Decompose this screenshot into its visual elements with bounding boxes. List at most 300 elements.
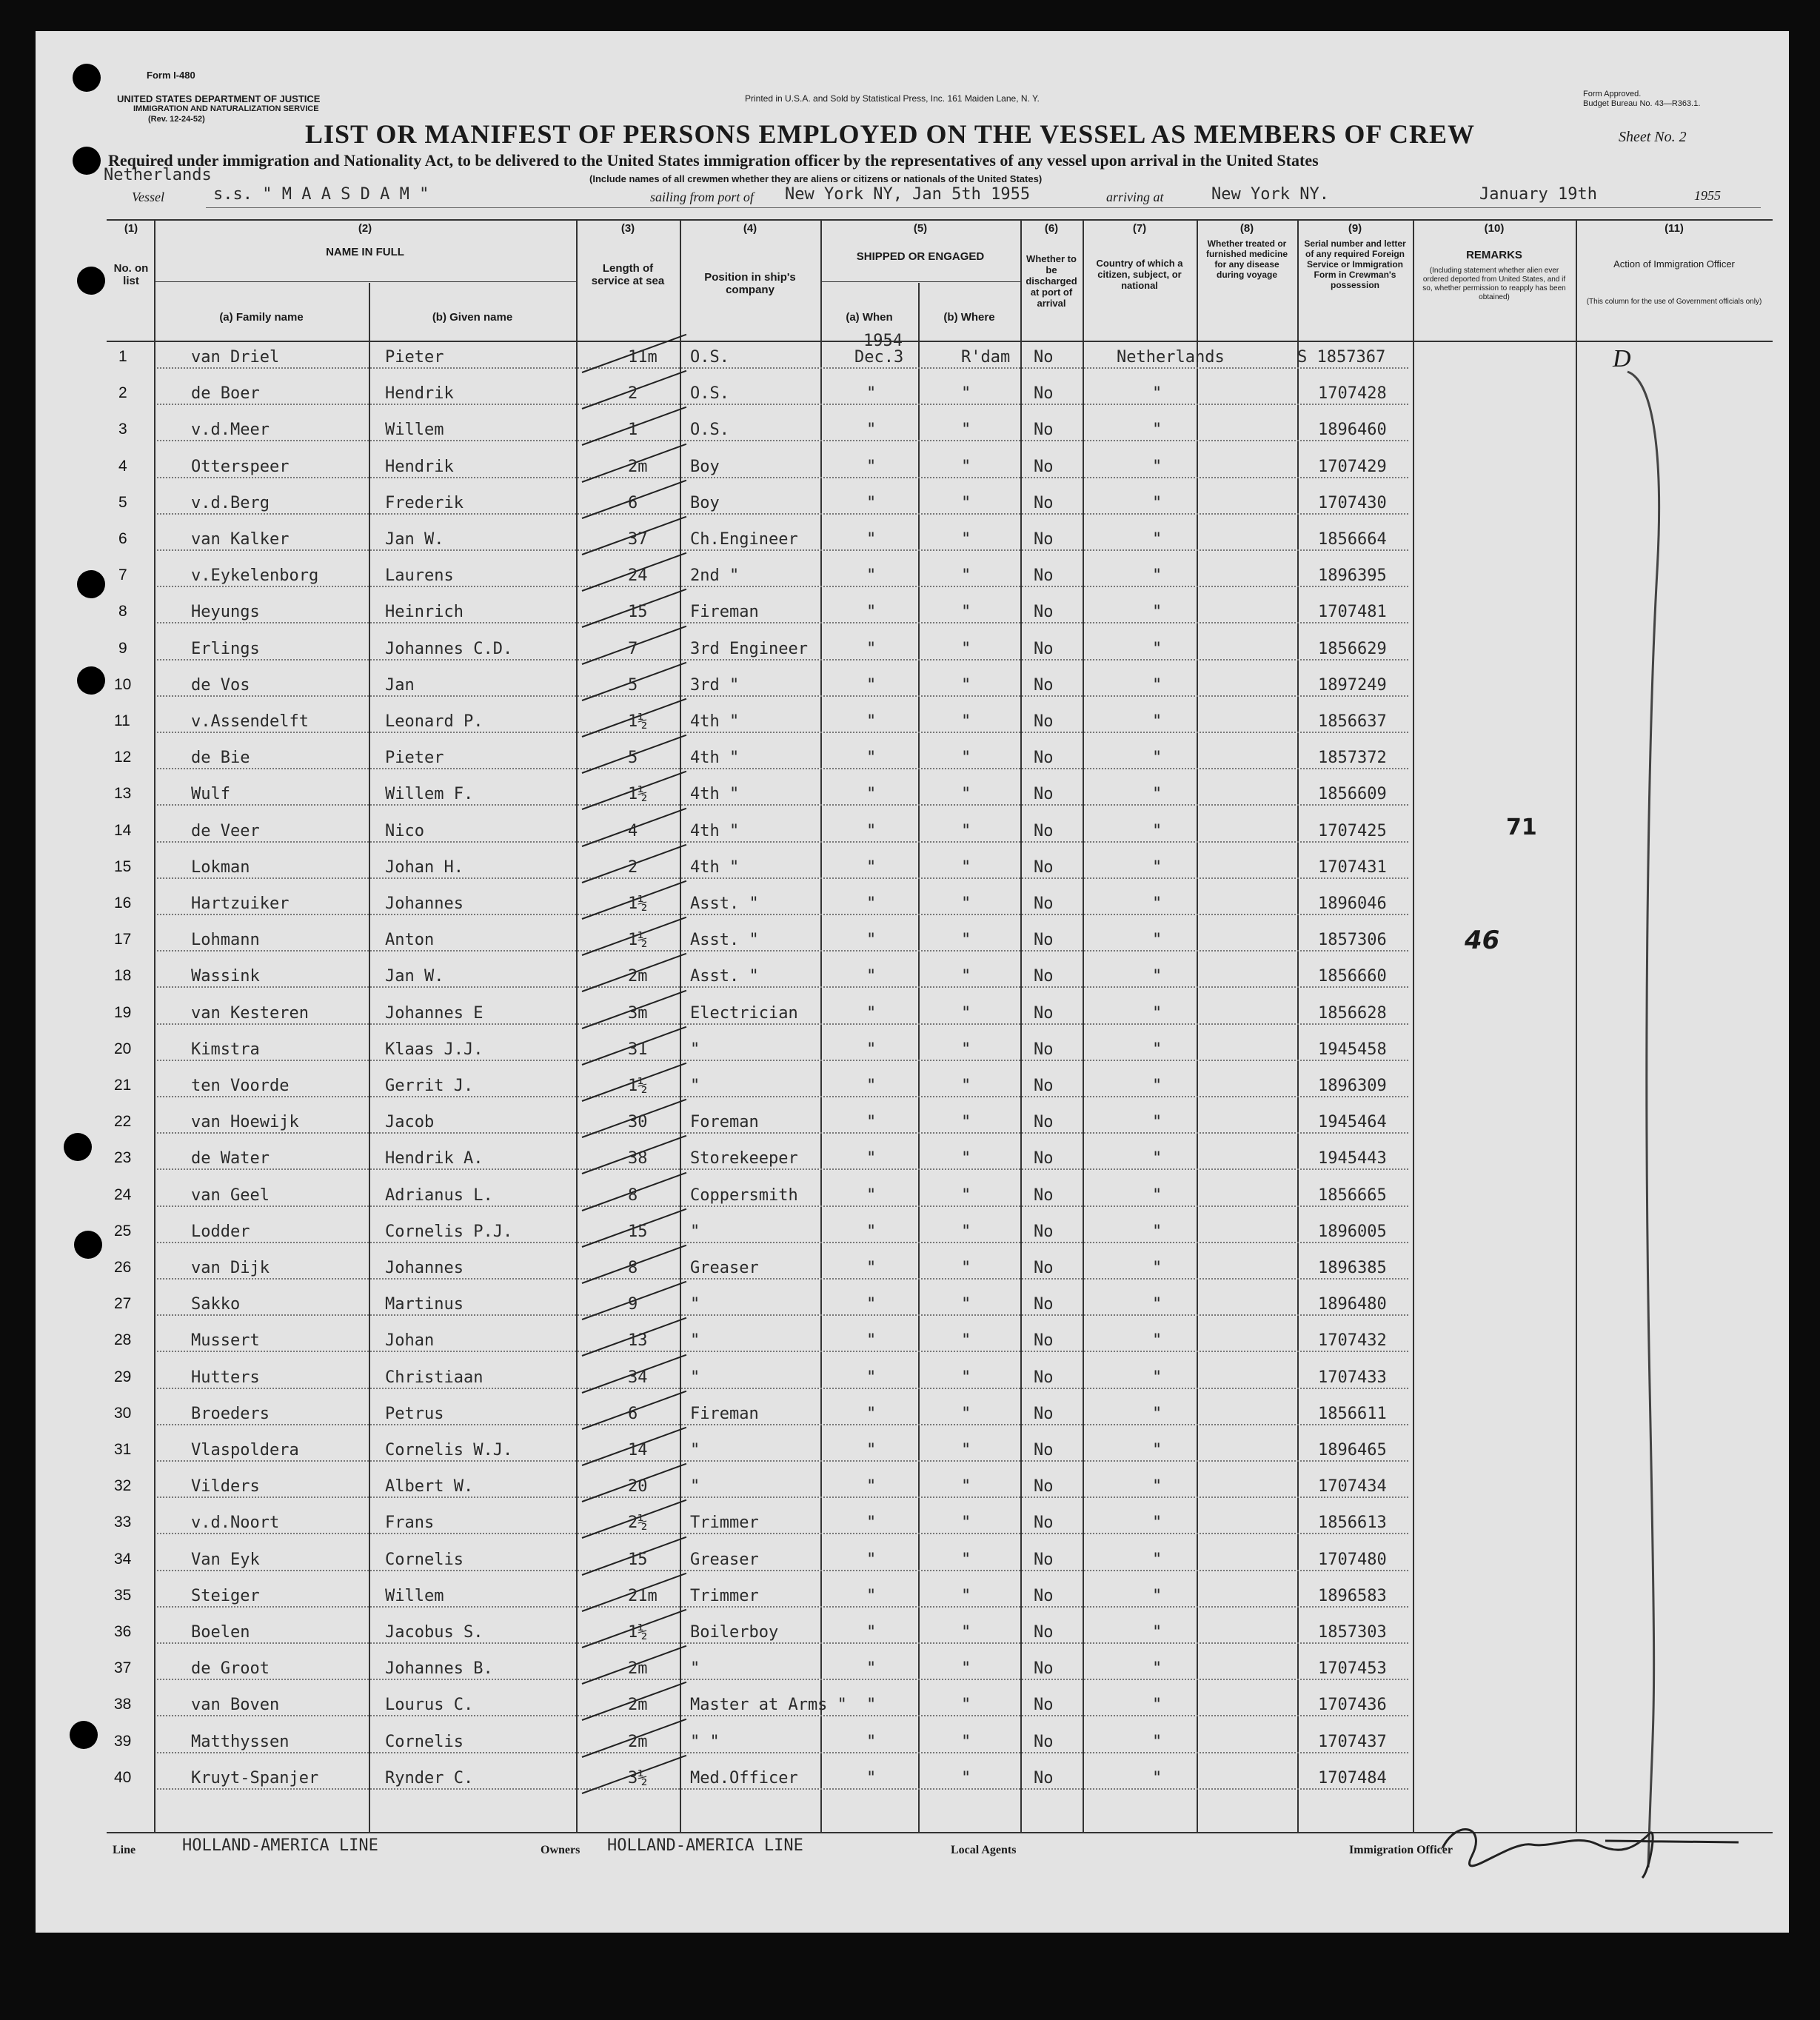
row-guide-line	[157, 1752, 1408, 1753]
discharged: No	[1034, 1040, 1054, 1059]
col-country: Country of which a citizen, subject, or national	[1096, 258, 1183, 291]
vessel-label: Vessel	[132, 190, 164, 204]
given-name: Martinus	[385, 1295, 464, 1314]
given-name: Hendrik A.	[385, 1149, 484, 1168]
given-name: Johannes	[385, 894, 464, 913]
row-number: 30	[114, 1404, 132, 1422]
family-name: van Driel	[191, 348, 280, 367]
discharged: No	[1034, 821, 1054, 840]
shipped-when: "	[866, 785, 877, 804]
shipped-when: "	[866, 384, 877, 404]
table-row	[36, 455, 1739, 492]
row-guide-line	[157, 477, 1408, 478]
shipped-when: "	[866, 931, 877, 950]
table-row	[36, 1474, 1739, 1511]
row-number: 19	[114, 1003, 132, 1021]
shipped-where: "	[961, 1149, 971, 1168]
given-name: Johan H.	[385, 857, 464, 877]
shipped-when: "	[866, 1659, 877, 1679]
discharged: No	[1034, 566, 1054, 586]
shipped-when: "	[866, 894, 877, 913]
service-length: 4	[628, 821, 638, 840]
shipped-where: "	[961, 1003, 971, 1023]
discharged: No	[1034, 1586, 1054, 1605]
table-row	[36, 1292, 1739, 1329]
service-length: 1½	[628, 712, 648, 731]
owners-label: Owners	[541, 1844, 581, 1856]
shipped-where: "	[961, 1550, 971, 1569]
service-length: 1½	[628, 785, 648, 804]
position: "	[690, 1477, 700, 1496]
service-name: IMMIGRATION AND NATURALIZATION SERVICE	[133, 104, 319, 113]
row-guide-line	[157, 1096, 1408, 1097]
discharged: No	[1034, 894, 1054, 913]
serial-number: 1707437	[1318, 1732, 1387, 1751]
position: 4th "	[690, 821, 740, 840]
family-name: Kimstra	[191, 1040, 260, 1059]
row-number: 15	[114, 857, 132, 875]
service-length: 20	[628, 1477, 648, 1496]
service-length: 3½	[628, 1768, 648, 1787]
discharged: No	[1034, 1514, 1054, 1533]
shipped-where: "	[961, 384, 971, 404]
family-name: Hutters	[191, 1368, 260, 1387]
discharged: No	[1034, 675, 1054, 695]
shipped-where: "	[961, 749, 971, 768]
table-top-border	[107, 219, 1773, 221]
row-number: 23	[114, 1149, 132, 1167]
given-name: Johannes	[385, 1259, 464, 1277]
row-number: 20	[114, 1040, 132, 1057]
col-treated: Whether treated or furnished medicine for any disease during voyage	[1205, 238, 1288, 280]
row-guide-line	[157, 1533, 1408, 1534]
row-guide-line	[157, 1132, 1408, 1134]
position: "	[690, 1368, 700, 1387]
family-name: Steiger	[191, 1586, 260, 1605]
handwritten-mark: 71	[1506, 815, 1537, 840]
table-row	[36, 1402, 1739, 1439]
agents-label: Local Agents	[951, 1844, 1017, 1856]
row-number: 39	[114, 1732, 132, 1750]
table-row	[36, 1074, 1739, 1111]
discharged: No	[1034, 348, 1054, 367]
serial-number: 1856629	[1318, 639, 1387, 658]
service-length: 30	[628, 1113, 648, 1132]
row-guide-line	[157, 1424, 1408, 1425]
table-row	[36, 1730, 1739, 1767]
country: "	[1152, 1222, 1162, 1241]
shipped-when: "	[866, 1514, 877, 1533]
serial-number: 1856664	[1318, 530, 1387, 549]
given-name: Pieter	[385, 749, 444, 768]
serial-number: 1707484	[1318, 1768, 1387, 1787]
shipped-when: "	[866, 1768, 877, 1787]
handwritten-mark: 46	[1465, 926, 1500, 955]
shipped-where: "	[961, 1659, 971, 1679]
officer-signature	[1428, 1804, 1753, 1885]
department-name: UNITED STATES DEPARTMENT OF JUSTICE	[117, 93, 321, 104]
service-length: 1	[628, 421, 638, 440]
officer-label: Immigration Officer	[1349, 1844, 1453, 1856]
serial-number: 1856613	[1318, 1514, 1387, 1533]
position: Greaser	[690, 1550, 759, 1569]
arriving-port: New York NY.	[1211, 185, 1329, 204]
row-guide-line	[157, 732, 1408, 733]
given-name: Cornelis	[385, 1732, 464, 1751]
given-name: Laurens	[385, 566, 454, 586]
family-name: v.d.Meer	[191, 421, 270, 440]
serial-number: 1707453	[1318, 1659, 1387, 1679]
discharged: No	[1034, 1222, 1054, 1241]
punch-hole	[73, 147, 101, 175]
family-name: Vilders	[191, 1477, 260, 1496]
family-name: Erlings	[191, 639, 260, 658]
punch-hole	[73, 64, 101, 92]
country: "	[1152, 384, 1162, 404]
country: "	[1152, 1696, 1162, 1715]
shipped-where: "	[961, 821, 971, 840]
row-number: 6	[118, 530, 127, 547]
name-subdivider	[154, 281, 576, 282]
row-guide-line	[157, 1715, 1408, 1716]
shipped-where: "	[961, 1768, 971, 1787]
table-row	[36, 1110, 1739, 1147]
country: "	[1152, 857, 1162, 877]
family-name: Wulf	[191, 785, 230, 804]
table-row	[36, 1037, 1739, 1074]
given-name: Lourus C.	[385, 1696, 474, 1715]
shipped-where: "	[961, 967, 971, 986]
shipped-when: "	[866, 1113, 877, 1132]
row-guide-line	[157, 1060, 1408, 1061]
service-length: 14	[628, 1441, 648, 1459]
row-guide-line	[157, 404, 1408, 405]
service-length: 8	[628, 1259, 638, 1277]
service-length: 6	[628, 1404, 638, 1423]
family-name: van Geel	[191, 1185, 270, 1205]
position: O.S.	[690, 348, 729, 367]
owners-value: HOLLAND-AMERICA LINE	[607, 1836, 803, 1855]
table-row	[36, 673, 1739, 710]
shipped-where: "	[961, 493, 971, 512]
serial-number: 1896465	[1318, 1441, 1387, 1459]
header-bottom-border	[107, 341, 1773, 342]
row-number: 21	[114, 1077, 132, 1094]
position: O.S.	[690, 384, 729, 404]
table-row	[36, 563, 1739, 601]
discharged: No	[1034, 1768, 1054, 1787]
discharged: No	[1034, 384, 1054, 404]
service-length: 5	[628, 675, 638, 695]
shipped-where: "	[961, 857, 971, 877]
family-name: Van Eyk	[191, 1550, 260, 1569]
table-row	[36, 709, 1739, 746]
shipped-when: "	[866, 493, 877, 512]
col8-number: (8)	[1239, 222, 1254, 235]
form-approved: Form Approved.	[1583, 90, 1642, 98]
discharged: No	[1034, 749, 1054, 768]
given-name: Gerrit J.	[385, 1077, 474, 1095]
country: "	[1152, 530, 1162, 549]
col5-number: (5)	[913, 222, 928, 235]
family-name: van Dijk	[191, 1259, 270, 1277]
line-value: HOLLAND-AMERICA LINE	[182, 1836, 378, 1855]
shipped-where: "	[961, 1259, 971, 1277]
row-guide-line	[157, 986, 1408, 988]
country: "	[1152, 712, 1162, 731]
shipped-where: "	[961, 1732, 971, 1751]
row-number: 16	[114, 894, 132, 912]
position: O.S.	[690, 421, 729, 440]
shipped-when: "	[866, 530, 877, 549]
family-name: Heyungs	[191, 603, 260, 622]
shipped-when: Dec.3	[854, 348, 904, 367]
row-number: 37	[114, 1659, 132, 1677]
row-number: 12	[114, 749, 132, 766]
family-name: de Veer	[191, 821, 260, 840]
given-name: Adrianus L.	[385, 1185, 493, 1205]
position: "	[690, 1040, 700, 1059]
serial-number: 1857303	[1318, 1623, 1387, 1642]
given-name: Jan W.	[385, 530, 444, 549]
given-name: Johan	[385, 1331, 435, 1351]
country: "	[1152, 1113, 1162, 1132]
row-number: 2	[118, 384, 127, 402]
serial-number: 1707481	[1318, 603, 1387, 622]
service-length: 2m	[628, 457, 648, 476]
family-name: Boelen	[191, 1623, 250, 1642]
shipped-when: "	[866, 1077, 877, 1095]
service-length: 2m	[628, 1696, 648, 1715]
row-guide-line	[157, 622, 1408, 623]
row-number: 22	[114, 1113, 132, 1131]
position: "	[690, 1295, 700, 1314]
discharged: No	[1034, 1696, 1054, 1715]
shipped-where: "	[961, 1222, 971, 1241]
vessel-name: s.s. " M A A S D A M "	[213, 185, 429, 204]
discharged: No	[1034, 931, 1054, 950]
position: "	[690, 1659, 700, 1679]
col-action: Action of Immigration Officer	[1613, 258, 1735, 270]
shipped-where: "	[961, 785, 971, 804]
punch-hole	[77, 267, 105, 295]
remarks-note: (Including statement whether alien ever ordered deported from United States, and if so, whether permission to reapply has been obtained)	[1422, 267, 1566, 301]
table-row	[36, 1001, 1739, 1038]
row-number: 18	[114, 967, 132, 985]
service-length: 37	[628, 530, 648, 549]
service-length: 1½	[628, 931, 648, 950]
serial-number: 1856628	[1318, 1003, 1387, 1023]
serial-number: 1896480	[1318, 1295, 1387, 1314]
col-length-of-service: Length of service at sea	[591, 262, 665, 287]
position: 4th "	[690, 857, 740, 877]
serial-number: 1707432	[1318, 1331, 1387, 1351]
country: "	[1152, 1768, 1162, 1787]
position: Asst. "	[690, 931, 759, 950]
include-note: (Include names of all crewmen whether they are aliens or citizens or nationals of the United States)	[589, 173, 1043, 184]
shipped-when: "	[866, 857, 877, 877]
position: Asst. "	[690, 967, 759, 986]
serial-number: 1945458	[1318, 1040, 1387, 1059]
family-name: de Bie	[191, 749, 250, 768]
service-length: 7	[628, 639, 638, 658]
row-guide-line	[157, 1023, 1408, 1025]
family-name: de Groot	[191, 1659, 270, 1679]
position: Storekeeper	[690, 1149, 798, 1168]
country: "	[1152, 931, 1162, 950]
shipped-where: "	[961, 457, 971, 476]
shipped-where: "	[961, 1514, 971, 1533]
row-guide-line	[157, 914, 1408, 915]
row-guide-line	[157, 1496, 1408, 1498]
table-row	[36, 1146, 1739, 1183]
discharged: No	[1034, 785, 1054, 804]
service-length: 5	[628, 749, 638, 768]
discharged: No	[1034, 1295, 1054, 1314]
discharged: No	[1034, 967, 1054, 986]
service-length: 13	[628, 1331, 648, 1351]
given-name: Cornelis	[385, 1550, 464, 1569]
table-row	[36, 1511, 1739, 1548]
col9-number: (9)	[1348, 222, 1362, 235]
discharged: No	[1034, 1732, 1054, 1751]
revision-date: (Rev. 12-24-52)	[148, 115, 205, 124]
service-length: 3m	[628, 1003, 648, 1023]
sailing-port: New York NY, Jan 5th 1955	[785, 185, 1031, 204]
table-row	[36, 1256, 1739, 1293]
country: "	[1152, 493, 1162, 512]
given-name: Willem F.	[385, 785, 474, 804]
table-row	[36, 1438, 1739, 1475]
row-number: 31	[114, 1441, 132, 1458]
shipped-when: "	[866, 1185, 877, 1205]
position: Coppersmith	[690, 1185, 798, 1205]
family-name: Vlaspoldera	[191, 1441, 299, 1459]
serial-number: 1707434	[1318, 1477, 1387, 1496]
shipped-where: "	[961, 1696, 971, 1715]
shipped-where: "	[961, 1404, 971, 1423]
shipped-when: "	[866, 1732, 877, 1751]
serial-number: 1707433	[1318, 1368, 1387, 1387]
given-name: Jacobus S.	[385, 1623, 484, 1642]
service-length: 2	[628, 857, 638, 877]
shipped-when: "	[866, 1331, 877, 1351]
row-guide-line	[157, 877, 1408, 879]
family-name: Kruyt-Spanjer	[191, 1768, 319, 1787]
given-name: Hendrik	[385, 457, 454, 476]
discharged: No	[1034, 1259, 1054, 1277]
table-row	[36, 964, 1739, 1001]
country: "	[1152, 1550, 1162, 1569]
country: "	[1152, 1623, 1162, 1642]
serial-number: 1896046	[1318, 894, 1387, 913]
family-name: van Kalker	[191, 530, 290, 549]
table-row	[36, 855, 1739, 892]
country: "	[1152, 1295, 1162, 1314]
row-guide-line	[157, 1606, 1408, 1608]
discharged: No	[1034, 1113, 1054, 1132]
serial-number: 1896005	[1318, 1222, 1387, 1241]
discharged: No	[1034, 1003, 1054, 1023]
family-name: van Kesteren	[191, 1003, 309, 1023]
shipped-when: "	[866, 1222, 877, 1241]
table-row	[36, 491, 1739, 528]
position: Med.Officer	[690, 1768, 798, 1787]
arriving-label: arriving at	[1106, 190, 1164, 204]
row-guide-line	[157, 950, 1408, 952]
row-guide-line	[157, 659, 1408, 660]
family-name: Mussert	[191, 1331, 260, 1351]
shipped-when: "	[866, 1441, 877, 1459]
serial-number: S 1857367	[1297, 348, 1386, 367]
table-row	[36, 1693, 1739, 1730]
col1-number: (1)	[124, 222, 138, 235]
family-name: van Hoewijk	[191, 1113, 299, 1132]
shipped-when: "	[866, 1003, 877, 1023]
col4-number: (4)	[743, 222, 757, 235]
family-name: Matthyssen	[191, 1732, 290, 1751]
shipped-where: "	[961, 1331, 971, 1351]
col-when: (a) When	[846, 311, 893, 324]
service-length: 2m	[628, 1732, 648, 1751]
serial-number: 1945443	[1318, 1149, 1387, 1168]
row-guide-line	[157, 1314, 1408, 1316]
flag-country: Netherlands	[104, 166, 212, 184]
position: Fireman	[690, 1404, 759, 1423]
given-name: Rynder C.	[385, 1768, 474, 1787]
shipped-where: "	[961, 1077, 971, 1095]
row-number: 33	[114, 1514, 132, 1531]
row-guide-line	[157, 440, 1408, 441]
given-name: Willem	[385, 421, 444, 440]
shipped-when: "	[866, 639, 877, 658]
shipped-when: "	[866, 675, 877, 695]
row-number: 8	[118, 603, 127, 621]
service-length: 2½	[628, 1514, 648, 1533]
row-number: 40	[114, 1768, 132, 1786]
shipped-when: "	[866, 603, 877, 622]
shipped-when: "	[866, 1550, 877, 1569]
given-name: Johannes B.	[385, 1659, 493, 1679]
given-name: Heinrich	[385, 603, 464, 622]
row-guide-line	[157, 768, 1408, 769]
given-name: Petrus	[385, 1404, 444, 1423]
row-guide-line	[157, 1788, 1408, 1790]
serial-number: 1945464	[1318, 1113, 1387, 1132]
discharged: No	[1034, 712, 1054, 731]
shipped-when: "	[866, 1040, 877, 1059]
shipped-where: "	[961, 1623, 971, 1642]
action-note: (This column for the use of Government officials only)	[1586, 298, 1762, 306]
shipped-where: "	[961, 1040, 971, 1059]
row-number: 25	[114, 1222, 132, 1240]
position: 4th "	[690, 712, 740, 731]
shipped-where: "	[961, 1113, 971, 1132]
family-name: ten Voorde	[191, 1077, 290, 1095]
printer-note: Printed in U.S.A. and Sold by Statistical Press, Inc. 161 Maiden Lane, N. Y.	[745, 93, 1040, 104]
row-number: 35	[114, 1586, 132, 1604]
table-row	[36, 746, 1739, 783]
serial-number: 1896583	[1318, 1586, 1387, 1605]
service-length: 34	[628, 1368, 648, 1387]
serial-number: 1707436	[1318, 1696, 1387, 1715]
family-name: de Vos	[191, 675, 250, 695]
position: "	[690, 1331, 700, 1351]
position: 3rd Engineer	[690, 639, 808, 658]
service-length: 6	[628, 493, 638, 512]
country: "	[1152, 894, 1162, 913]
shipped-when: "	[866, 1623, 877, 1642]
